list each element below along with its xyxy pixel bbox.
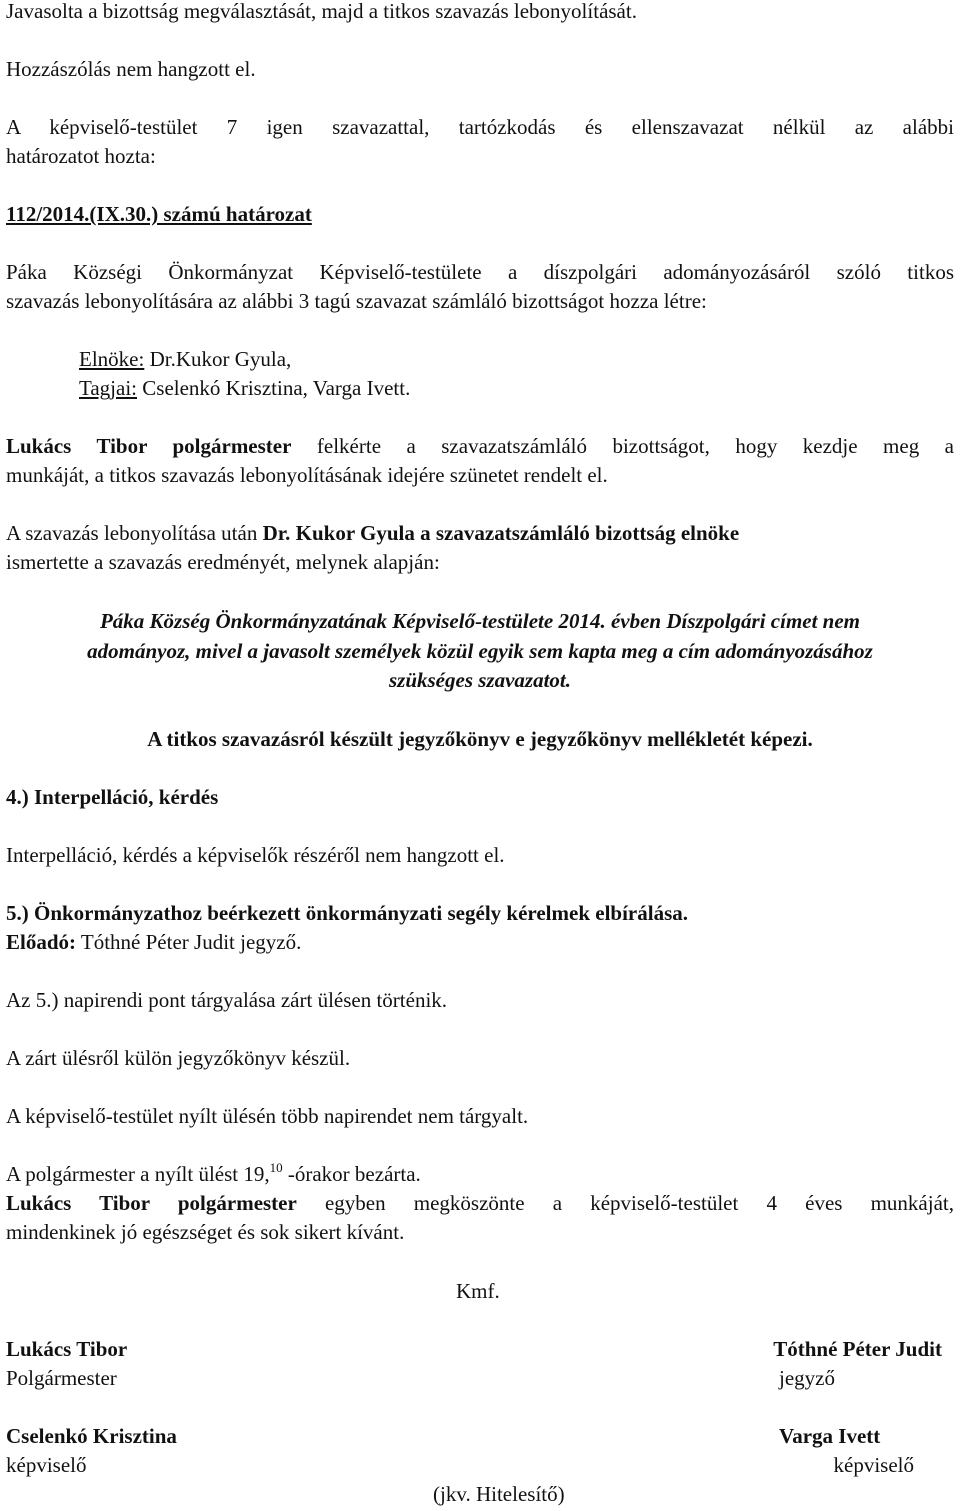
result-intro: A szavazás lebonyolítása után Dr. Kukor Gyula a szavazatszámláló bizottság elnöke	[6, 521, 740, 545]
members-label: Tagjai:	[79, 376, 138, 400]
resolution-text-a: Páka Községi Önkormányzat Képviselő-testülete a díszpolgári adományozásáról szóló titkos	[6, 260, 954, 284]
kmf: Kmf.	[456, 1279, 500, 1303]
members-line	[79, 378, 954, 399]
resolution-text-b: szavazás lebonyolítására az alábbi 3 tagú szavazat számláló bizottságot hozza létre:	[6, 289, 707, 313]
signature-member2-role: képviselő	[833, 1453, 914, 1477]
closed-session-1: Az 5.) napirendi pont tárgyalása zárt ülésen történik.	[6, 988, 448, 1012]
chair-value: Dr.Kukor Gyula,	[144, 347, 292, 371]
section4-title: 4.) Interpelláció, kérdés	[6, 785, 219, 809]
mayor-request-b: munkáját, a titkos szavazás lebonyolításának idejére szünetet rendelt el.	[6, 463, 608, 487]
chair-label: Elnöke:	[79, 347, 145, 371]
signature-notary-name: Tóthné Péter Judit	[773, 1337, 942, 1361]
presenter-value: Tóthné Péter Judit jegyző.	[76, 930, 302, 954]
closing-time-line: A polgármester a nyílt ülést 19,10 -órakor bezárta.	[6, 1160, 421, 1186]
time-superscript: 10	[269, 1160, 283, 1175]
resolution-title: 112/2014.(IX.30.) számú határozat	[6, 202, 312, 226]
result-line-2: ismertette a szavazás eredményét, melynek alapján:	[6, 550, 440, 574]
thanks-line-b: mindenkinek jó egészséget és sok sikert kívánt.	[6, 1220, 405, 1244]
mayor-name: Lukács Tibor polgármester	[6, 434, 292, 458]
closing-line-1: A képviselő-testület nyílt ülésén több napirendet nem tárgyalt.	[6, 1104, 529, 1128]
members-value: Cselenkó Krisztina, Varga Ivett.	[137, 376, 411, 400]
vote-line-b: határozatot hozta:	[6, 144, 156, 168]
intro-line-1: Javasolta a bizottság megválasztását, majd a titkos szavazás lebonyolítását.	[6, 0, 637, 23]
thanks-name: Lukács Tibor polgármester	[6, 1191, 297, 1215]
signature-notary-role: jegyző	[779, 1366, 835, 1390]
chair-line	[79, 349, 954, 370]
presenter-line	[6, 932, 954, 953]
signature-member1-role: képviselő	[6, 1453, 87, 1477]
closed-session-2: A zárt ülésről külön jegyzőkönyv készül.	[6, 1046, 351, 1070]
annex-note: A titkos szavazásról készült jegyzőkönyv e jegyzőkönyv mellékletét képezi.	[147, 727, 813, 751]
section4-text: Interpelláció, kérdés a képviselők részéről nem hangzott el.	[6, 843, 505, 867]
signature-member2-name: Varga Ivett	[779, 1424, 881, 1448]
decision-line-1: Páka Község Önkormányzatának Képviselő-testülete 2014. évben Díszpolgári címet nem	[99, 609, 861, 633]
result-bold: Dr. Kukor Gyula a szavazatszámláló bizottság elnöke	[262, 521, 740, 545]
mayor-request-a: Lukács Tibor polgármester felkérte a szavazatszámláló bizottságot, hogy kezdje meg a	[6, 434, 954, 458]
signature-member1-name: Cselenkó Krisztina	[6, 1424, 177, 1448]
vote-line-a: A képviselő-testület 7 igen szavazattal, tartózkodás és ellenszavazat nélkül az alábbi	[6, 115, 954, 139]
section5-title: 5.) Önkormányzathoz beérkezett önkormányzati segély kérelmek elbírálása.	[6, 901, 688, 925]
signature-mayor-role: Polgármester	[6, 1366, 117, 1390]
decision-line-3: szükséges szavazatot.	[388, 668, 572, 692]
authenticator-note: (jkv. Hitelesítő)	[433, 1482, 565, 1506]
presenter-label: Előadó:	[6, 930, 77, 954]
intro-line-2: Hozzászólás nem hangzott el.	[6, 57, 256, 81]
thanks-line-a: Lukács Tibor polgármester egyben megköszönte a képviselő-testület 4 éves munkáját,	[6, 1191, 954, 1215]
signature-mayor-name: Lukács Tibor	[6, 1337, 128, 1361]
decision-line-2: adományoz, mivel a javasolt személyek közül egyik sem kapta meg a cím adományozásához	[87, 639, 873, 663]
